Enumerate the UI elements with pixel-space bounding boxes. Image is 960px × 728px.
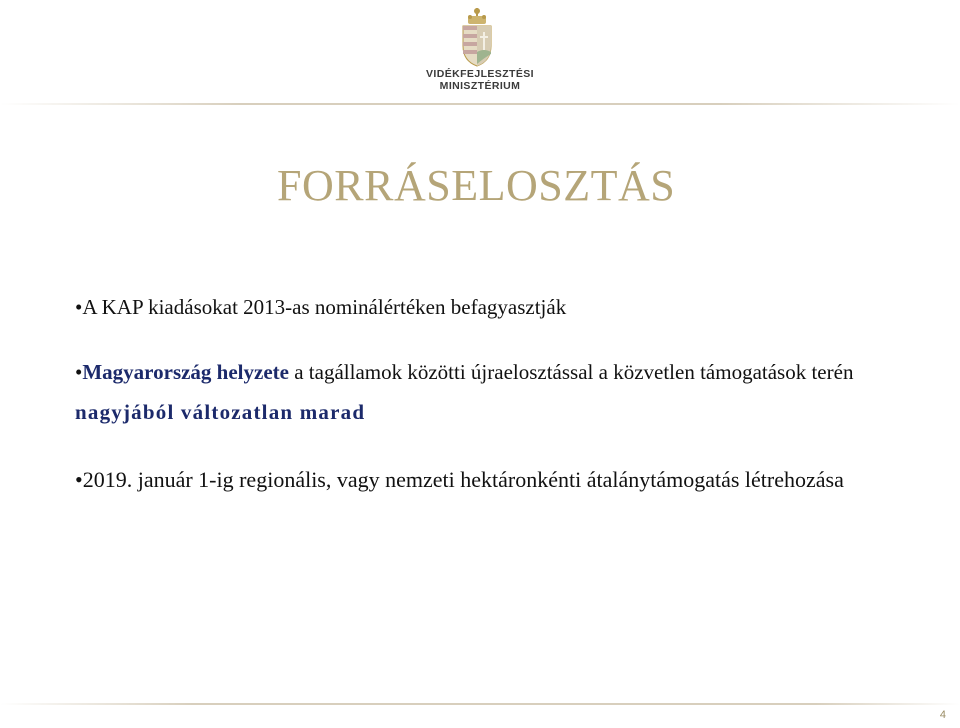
page-number: 4 — [939, 709, 946, 721]
bullet-text: A KAP kiadásokat 2013-as nominálértéken befagyasztják — [82, 295, 567, 319]
bullet-marker: • — [75, 360, 83, 384]
header-divider — [0, 103, 960, 105]
slide-header — [0, 0, 960, 104]
slide-title: FORRÁSELOSZTÁS — [277, 161, 676, 210]
bullet-bold-tail: nagyjából változatlan marad — [75, 400, 366, 424]
footer-divider — [0, 703, 960, 705]
bullet-bold-lead: Magyarország helyzete — [82, 360, 289, 384]
ministry-logo-text — [420, 68, 540, 92]
bullet-item-1 — [75, 287, 566, 327]
ministry-name-line1: VIDÉKFEJLESZTÉSI — [426, 68, 534, 80]
hungarian-coat-of-arms-icon — [460, 6, 494, 68]
bullet-marker: • — [75, 295, 83, 319]
bullet-marker: • — [75, 467, 83, 492]
ministry-name-line2: MINISZTÉRIUM — [439, 80, 521, 92]
bullet-text: a tagállamok közötti újraelosztással a közvetlen támogatások terén — [288, 360, 854, 384]
bullet-item-2 — [75, 352, 875, 432]
bullet-item-3 — [75, 460, 895, 500]
bullet-text: 2019. január 1-ig regionális, vagy nemzeti hektáronkénti átalánytámogatás létrehozása — [82, 467, 844, 492]
